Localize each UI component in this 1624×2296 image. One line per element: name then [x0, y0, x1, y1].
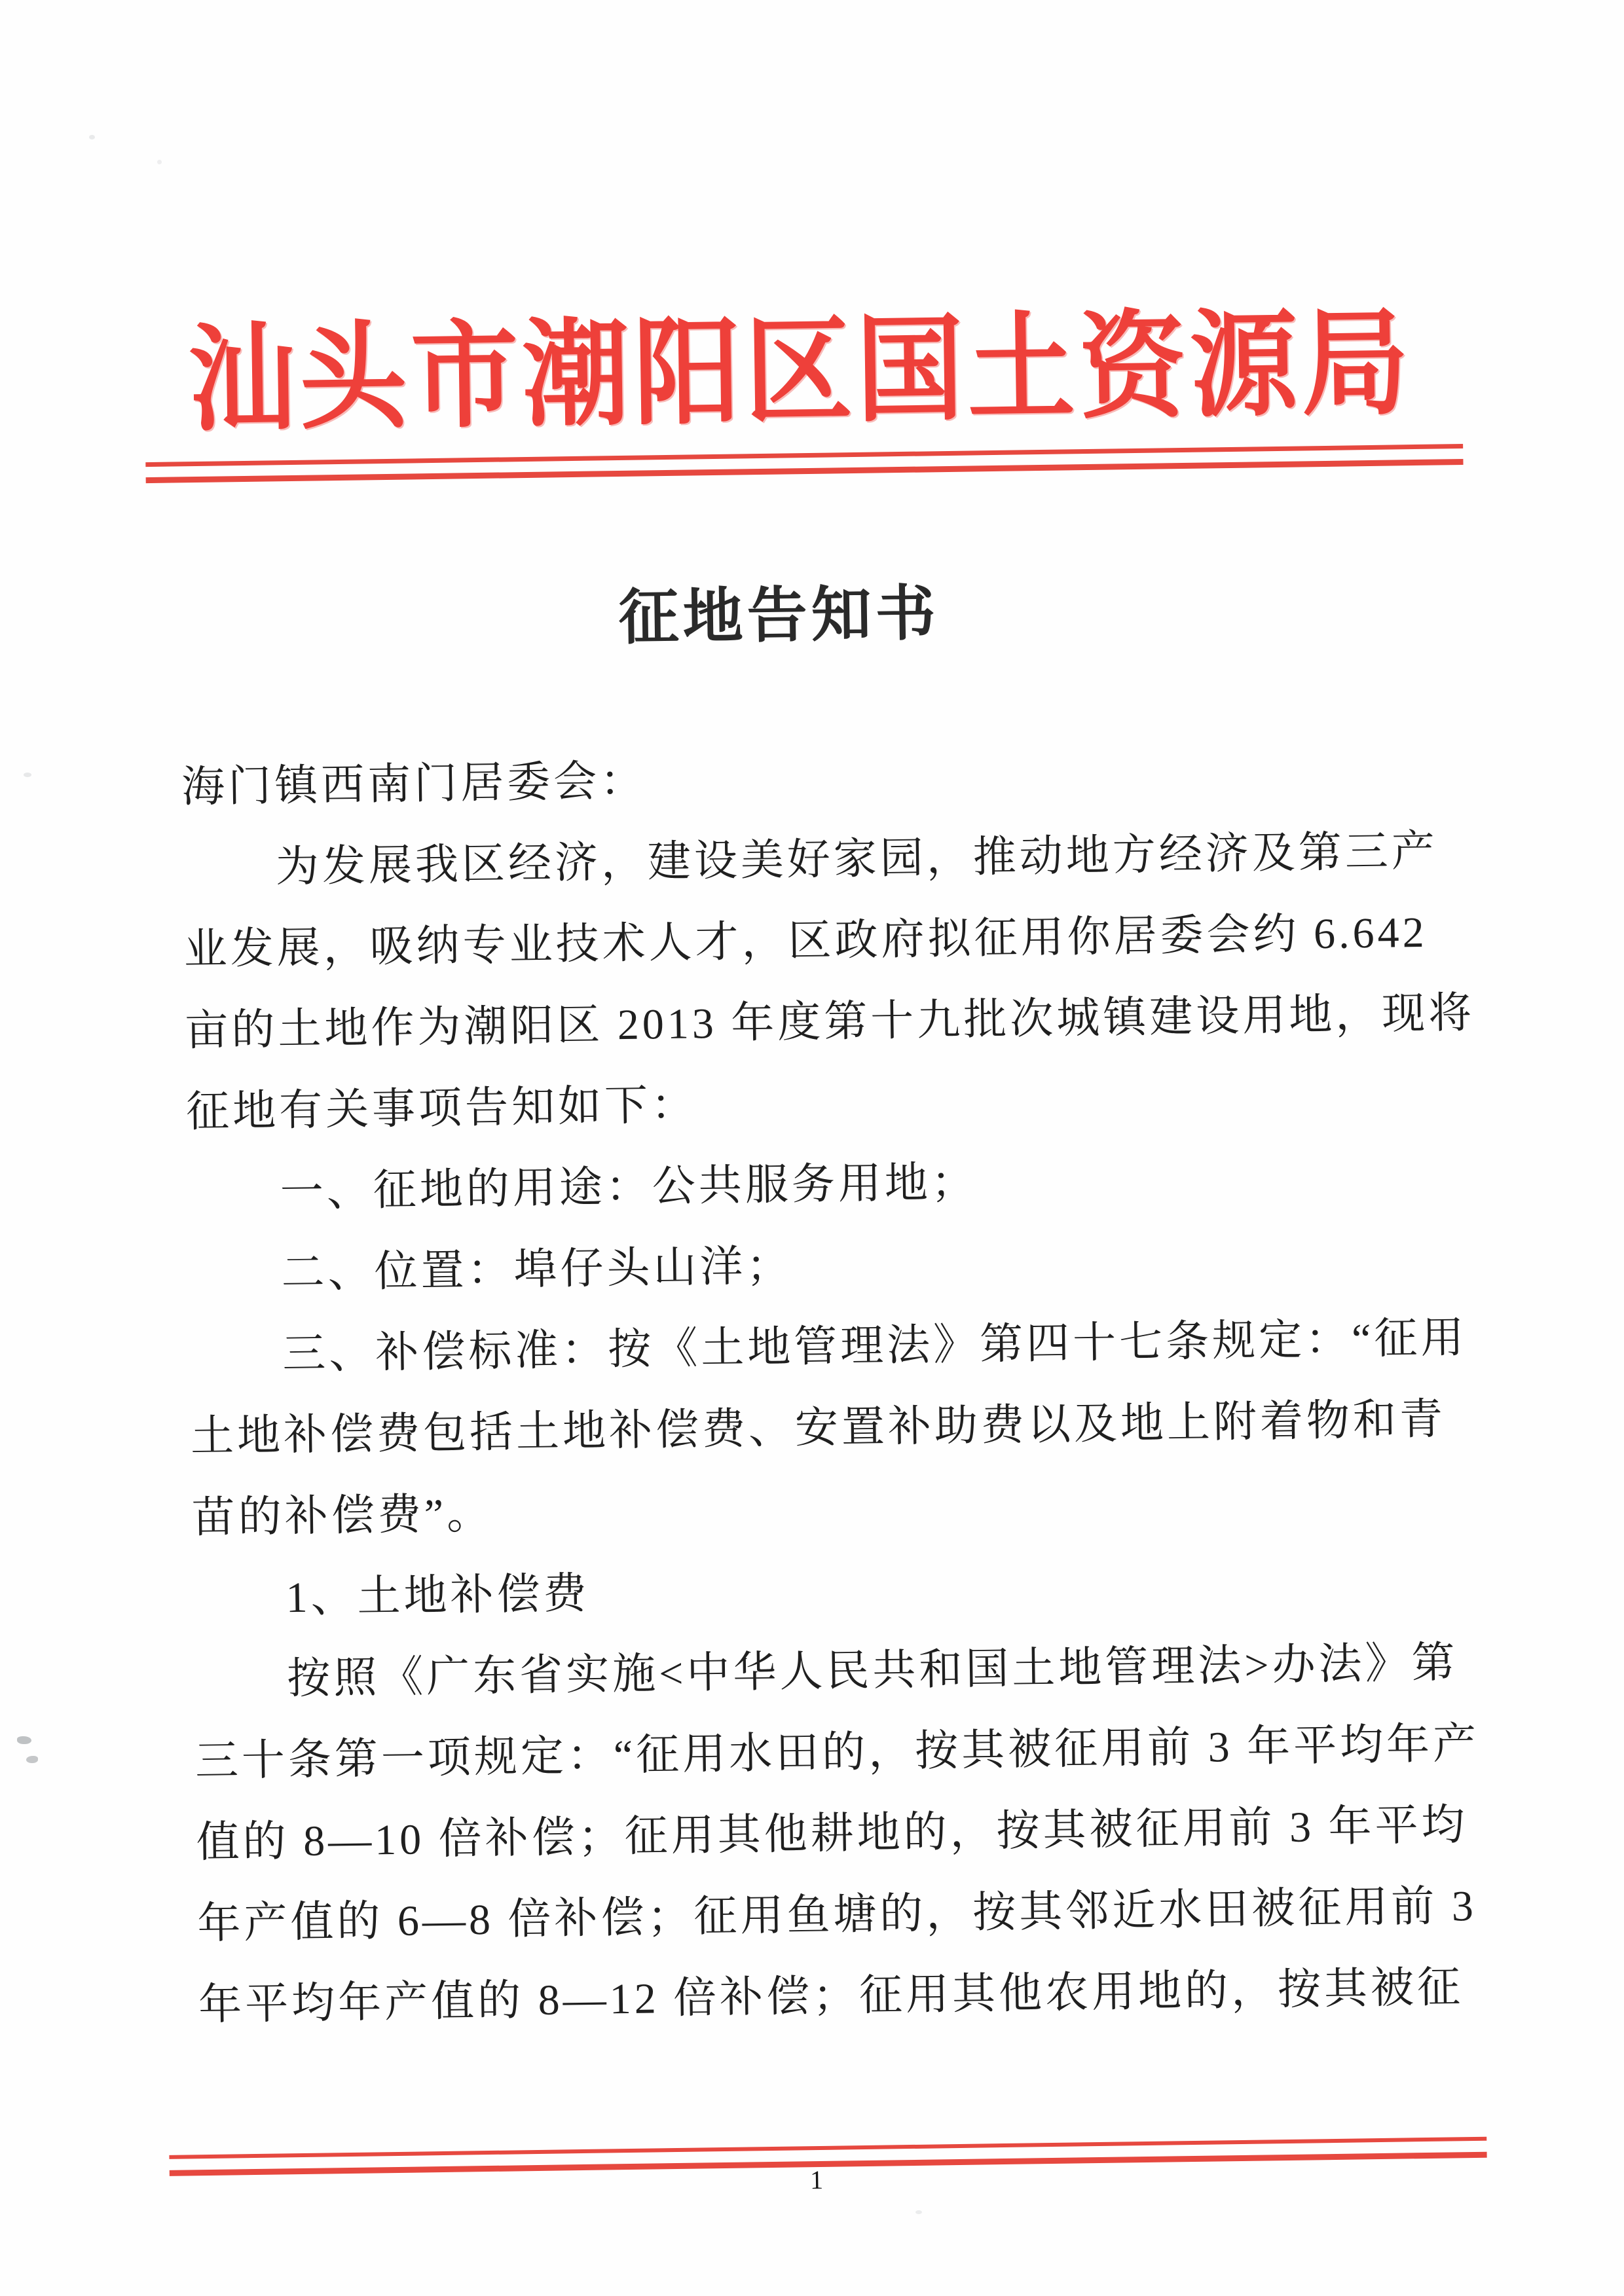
- body-line: 按照《广东省实施<中华人民共和国土地管理法>办法》第: [286, 1639, 1459, 1704]
- body-line: 业发展，吸纳专业技术人才，区政府拟征用你居委会约 6.642: [183, 908, 1428, 974]
- body-line: 年平均年产值的 8—12 倍补偿；征用其他农用地的，按其被征: [198, 1963, 1464, 2030]
- letterhead-agency-name: 汕头市潮阳区国土资源局: [187, 300, 1414, 446]
- scan-speck: [24, 773, 31, 777]
- body-text: [181, 729, 1480, 2046]
- scan-speck: [89, 135, 95, 139]
- page-number: 1: [809, 2164, 824, 2195]
- body-line: 苗的补偿费”。: [191, 1489, 494, 1542]
- body-line: 值的 8—10 倍补偿；征用其他耕地的，按其被征用前 3 年平均: [196, 1801, 1469, 1867]
- body-line: 亩的土地作为潮阳区 2013 年度第十九批次城镇建设用地，现将: [184, 989, 1475, 1055]
- body-line: 年产值的 6—8 倍补偿；征用鱼塘的，按其邻近水田被征用前 3: [196, 1882, 1477, 1948]
- body-line: 征地有关事项告知如下：: [185, 1081, 698, 1137]
- body-line: 三、补偿标准：按《土地管理法》第四十七条规定：“征用: [282, 1314, 1467, 1379]
- body-line: 1、土地补偿费: [286, 1569, 591, 1622]
- body-line: 土地补偿费包括土地补偿费、安置补助费以及地上附着物和青: [190, 1395, 1447, 1461]
- scan-speck: [157, 160, 162, 164]
- body-line: 海门镇西南门居委会：: [181, 757, 647, 812]
- body-line: 一、征地的用途：公共服务用地；: [280, 1158, 978, 1216]
- body-line: 二、位置：埠仔头山洋；: [281, 1242, 794, 1298]
- document-title: 征地告知书: [618, 580, 940, 652]
- scan-speck: [17, 1736, 31, 1744]
- body-line: 三十条第一项规定：“征用水田的，按其被征用前 3 年平均年产: [194, 1719, 1480, 1786]
- body-line: 为发展我区经济，建设美好家园，推动地方经济及第三产: [275, 827, 1439, 892]
- scan-speck: [26, 1756, 38, 1763]
- scan-speck: [915, 2210, 922, 2214]
